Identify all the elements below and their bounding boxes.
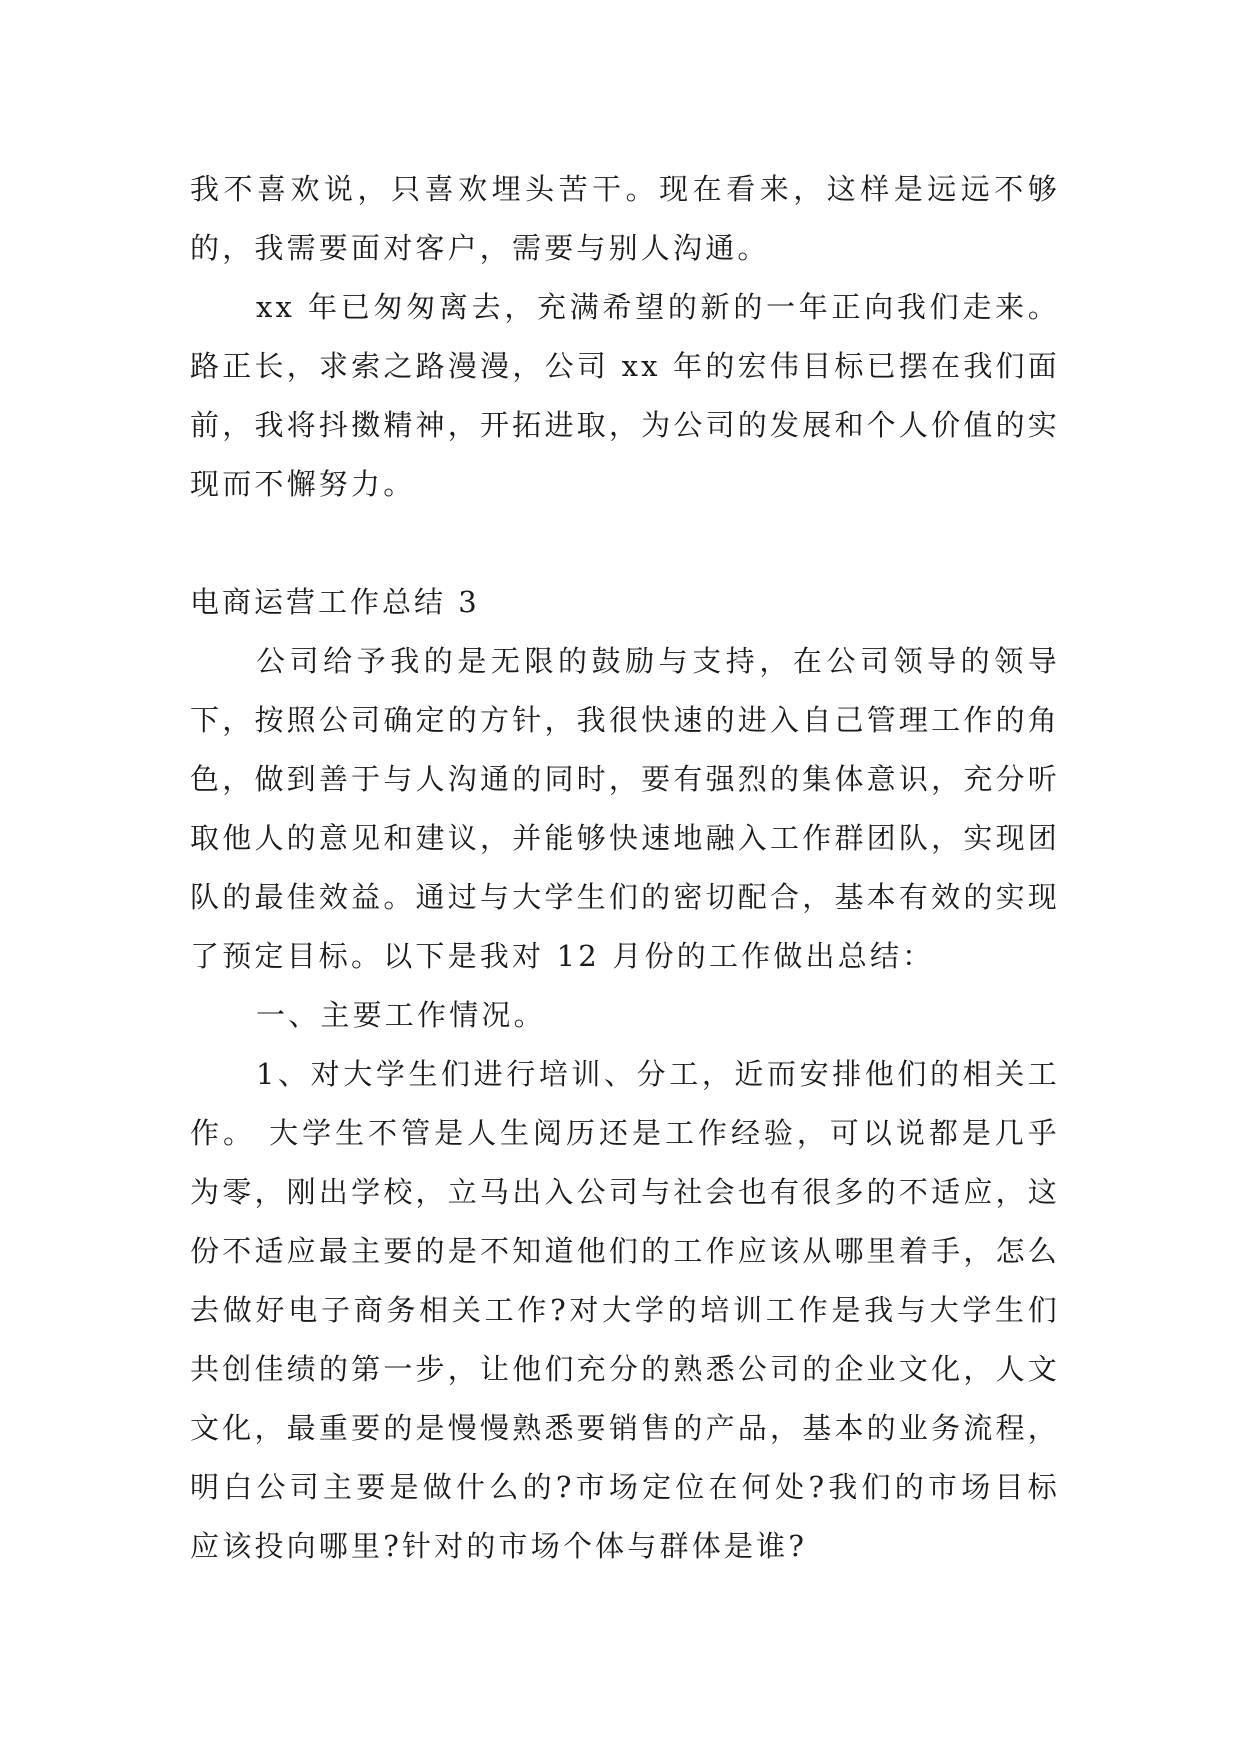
item-1-paragraph: 1、对大学生们进行培训、分工，近而安排他们的相关工作。 大学生不管是人生阅历还是工作经验，可以说都是几乎为零，刚出学校，立马出入公司与社会也有很多的不适应，这份不适应最主要的是不知道他们的工作应该从哪里着手，怎么去做好电子商务相关工作?对大学的培训工作是我与大学生们共创佳绩的第一步，让他们充分的熟悉公司的企业文化，人文文化，最重要的是慢慢熟悉要销售的产品，基本的业务流程，明白公司主要是做什么的?市场定位在何处?我们的市场目标应该投向哪里?针对的市场个体与群体是谁? (190, 1057, 1060, 1563)
document-body (190, 160, 1060, 1576)
continuation-paragraph: 我不喜欢说，只喜欢埋头苦干。现在看来，这样是远远不够的，我需要面对客户，需要与别人沟通。 (190, 172, 1060, 265)
section-title: 电商运营工作总结 3 (190, 585, 480, 619)
intro-paragraph: 公司给予我的是无限的鼓励与支持，在公司领导的领导下，按照公司确定的方针，我很快速的进入自己管理工作的角色，做到善于与人沟通的同时，要有强烈的集体意识，充分听取他人的意见和建议，并能够快速地融入工作群团队，实现团队的最佳效益。通过与大学生们的密切配合，基本有效的实现了预定目标。以下是我对 12 月份的工作做出总结： (190, 644, 1060, 973)
heading-main-work: 一、主要工作情况。 (256, 998, 546, 1032)
closing-paragraph: xx 年已匆匆离去，充满希望的新的一年正向我们走来。路正长，求索之路漫漫，公司 xx 年的宏伟目标已摆在我们面前，我将抖擞精神，开拓进取，为公司的发展和个人价值的实现而不懈努力。 (190, 290, 1060, 501)
